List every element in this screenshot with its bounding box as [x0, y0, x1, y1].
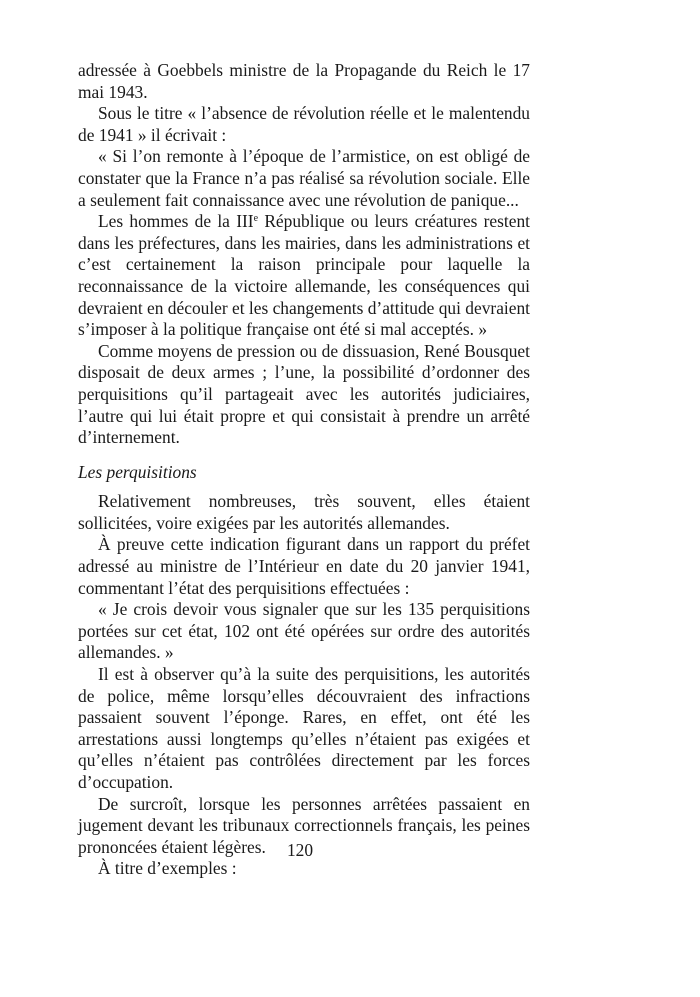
section-heading: Les perquisitions — [78, 461, 197, 482]
superscript-e: e — [253, 213, 259, 225]
page-body — [78, 60, 530, 880]
paragraph-light-sentences: De surcroît, lorsque les personnes arrêtées passaient en jugement devant les tribunaux correctionnels français, les peines prononcées étaient légères. — [78, 793, 530, 857]
paragraph-quote-armistice: « Si l’on remonte à l’époque de l’armistice, on est obligé de constater que la France n’a pas réalisé sa révolution sociale. Elle a seulement fait connaissance avec une révolution de panique... — [78, 146, 530, 210]
republic-text-start: Les hommes de la III — [98, 211, 254, 232]
paragraph-police-observation: Il est à observer qu’à la suite des perquisitions, les autorités de police, même lorsqu’elles découvraient des infractions passaient souvent l’éponge. Rares, en effet, ont été les arrestations aussi longtemps qu’elles n’étaient pas exigées et qu’elles n’étaient pas contrôlées directement par les forces d’occupation. — [78, 664, 530, 792]
paragraph-prefect-report: À preuve cette indication figurant dans un rapport du préfet adressé au ministre de l’Intérieur en date du 20 janvier 1941, commentant l’état des perquisitions effectuées : — [78, 534, 530, 598]
paragraph-searches-numerous: Relativement nombreuses, très souvent, elles étaient sollicitées, voire exigées par les autorités allemandes. — [78, 491, 530, 533]
paragraph-examples: À titre d’exemples : — [98, 858, 237, 879]
paragraph-title-intro: Sous le titre « l’absence de révolution réelle et le malentendu de 1941 » il écrivait : — [78, 103, 530, 145]
page-number: 120 — [286, 840, 314, 860]
paragraph-quote-searches: « Je crois devoir vous signaler que sur les 135 perquisitions portées sur cet état, 102 ont été opérées sur ordre des autorités allemandes. » — [78, 599, 530, 663]
paragraph-letter-continuation: adressée à Goebbels ministre de la Propagande du Reich le 17 mai 1943. — [78, 60, 530, 102]
republic-text-rest: République ou leurs créatures restent dans les préfectures, dans les mairies, dans les administrations et c’est certainement la raison principale pour laquelle la reconnaissance de la victoire allemande, les conséquences qui devraient en découler et les changements d’attitude qui devraient s’imposer à la politique française ont été si mal acceptés. » — [78, 211, 530, 340]
paragraph-means-of-pressure: Comme moyens de pression ou de dissuasion, René Bousquet disposait de deux armes ; l’une, la possibilité d’ordonner des perquisitions qu’il partageait avec les autorités judiciaires, l’autre qui lui était propre et qui consistait à prendre un arrêté d’internement. — [78, 340, 530, 448]
paragraph-quote-republic — [78, 211, 530, 341]
